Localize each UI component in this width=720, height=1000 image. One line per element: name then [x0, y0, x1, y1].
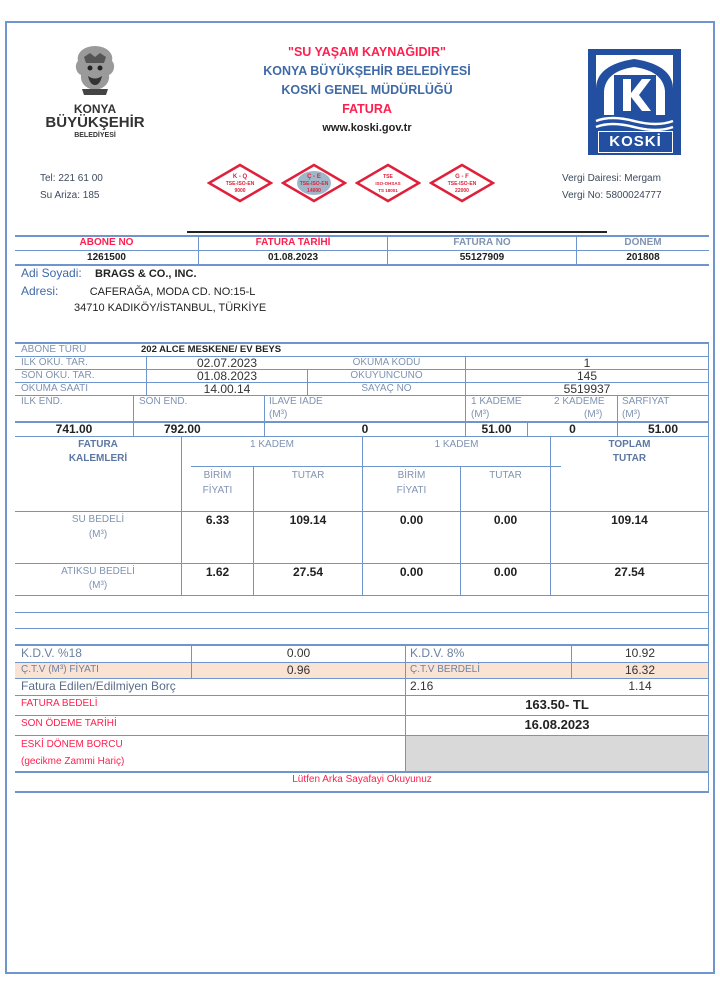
belediyesi-text: BELEDİYESİ	[74, 132, 116, 139]
okuma-saati-label: OKUMA SAATİ	[21, 383, 89, 394]
atiksu-toplam: 27.54	[614, 565, 645, 579]
ctv-bedeli-label: Ç.T.V BERDELİ	[410, 664, 481, 675]
k2-fiyati-header: FİYATI	[396, 485, 427, 496]
iso-22000-stamp-icon	[429, 163, 495, 203]
eski-borc-label: ESKİ DÖNEM BORCU	[21, 739, 123, 750]
website-link[interactable]: www.koski.gov.tr	[322, 122, 412, 134]
sarfiyat-unit: (M³)	[622, 409, 641, 420]
borc-edilen-value: 2.16	[410, 679, 434, 693]
customer-name-label: Adi Soyadi:	[21, 266, 82, 280]
son-oku-tar-label: SON OKU. TAR.	[21, 370, 95, 381]
divider	[191, 466, 561, 467]
divider	[708, 343, 709, 436]
kademe2-unit: (M³)	[584, 409, 603, 420]
fatura-tarihi-label: FATURA TARİHİ	[255, 237, 331, 248]
divider	[15, 771, 709, 773]
su-k1-birim: 6.33	[205, 513, 230, 527]
fatura-kalemleri-header-2: KALEMLERİ	[68, 453, 128, 464]
son-odeme-value: 16.08.2023	[524, 717, 590, 732]
address-line1: CAFERAĞA, MODA CD. NO:15-L	[89, 286, 256, 298]
k2-tutar-header: TUTAR	[489, 470, 522, 481]
kdv18-value: 0.00	[286, 646, 311, 660]
ilave-iade-value: 0	[361, 422, 369, 436]
atiksu-bedeli-unit: (M³)	[88, 580, 108, 591]
kademe1-label: 1 KADEME	[471, 396, 522, 407]
okuyucuno-label: OKUYUNCUNO	[350, 370, 423, 381]
slogan: "SU YAŞAM KAYNAĞIDIR"	[288, 45, 446, 59]
svg-text:G - F: G - F	[455, 174, 469, 180]
divider	[15, 595, 709, 596]
su-bedeli-unit: (M³)	[88, 529, 108, 540]
okuma-saati-value: 14.00.14	[203, 382, 251, 396]
eski-borc-note: (gecikme Zammi Hariç)	[21, 756, 125, 767]
su-bedeli-label: SU BEDELİ	[71, 514, 125, 525]
iso-9000-stamp-icon	[207, 163, 273, 203]
su-ariza: Su Ariza: 185	[40, 190, 100, 201]
kademe2-group-header: 1 KADEM	[434, 439, 479, 450]
su-k1-tutar: 109.14	[289, 513, 327, 527]
kdv18-label: K.D.V. %18	[21, 646, 82, 660]
invoice-page	[5, 21, 715, 974]
su-toplam: 109.14	[611, 513, 648, 527]
divider	[708, 645, 709, 791]
ohsas-stamp-icon	[355, 163, 421, 203]
svg-text:22000: 22000	[455, 188, 469, 194]
okuma-kodu-label: OKUMA KODU	[352, 357, 421, 368]
divider	[708, 437, 709, 677]
directorate-name: KOSKİ GENEL MÜDÜRLÜĞÜ	[281, 83, 453, 97]
svg-text:9000: 9000	[234, 188, 246, 194]
svg-text:TSE: TSE	[383, 174, 393, 180]
ilave-iade-unit: (M³)	[269, 409, 288, 420]
fatura-no-label: FATURA NO	[453, 237, 511, 248]
ctv-fiyati-label: Ç.T.V (M³) FİYATI	[21, 664, 99, 675]
atiksu-k1-birim: 1.62	[205, 565, 230, 579]
k1-fiyati-header: FİYATI	[202, 485, 233, 496]
okuyucuno-value: 145	[576, 369, 598, 383]
divider	[15, 612, 709, 613]
customer-name: BRAGS & CO., INC.	[95, 268, 197, 280]
tax-info	[562, 170, 662, 204]
svg-text:14000: 14000	[307, 188, 321, 194]
vergi-dairesi: Vergi Dairesi: Mergam	[562, 173, 661, 184]
k1-tutar-header: TUTAR	[291, 470, 325, 481]
donem-value: 201808	[626, 252, 660, 263]
divider	[15, 342, 709, 344]
document-title: FATURA	[342, 102, 392, 116]
buyuksehir-text: BÜYÜKŞEHİR	[45, 114, 145, 131]
divider	[15, 715, 709, 716]
konya-text: KONYA	[73, 102, 117, 116]
abone-turu-label: ABONE TÜRÜ	[21, 344, 87, 355]
atiksu-k2-birim: 0.00	[399, 565, 424, 579]
ilk-oku-tar-label: İLK OKU. TAR.	[21, 357, 88, 368]
lion-emblem-icon	[70, 43, 120, 98]
svg-text:TSE-ISO-EN: TSE-ISO-EN	[447, 181, 477, 187]
tel: Tel: 221 61 00	[40, 173, 103, 184]
kademe2-value: 0	[569, 422, 576, 436]
svg-text:TSE-ISO-EN: TSE-ISO-EN	[225, 181, 255, 187]
divider	[15, 791, 709, 793]
abone-turu-value: 202 ALCE MESKENE/ EV BEYS	[141, 344, 282, 355]
borc-label: Fatura Edilen/Edilmiyen Borç	[21, 679, 176, 693]
sarfiyat-label: SARFİYAT	[622, 396, 670, 407]
footer-note: Lütfen Arka Sayafayi Okuyunuz	[292, 774, 432, 785]
svg-text:Ç - E: Ç - E	[307, 174, 321, 180]
ctv-fiyati-value: 0.96	[286, 663, 311, 677]
address-line2: 34710 KADIKÖY/İSTANBUL, TÜRKİYE	[74, 302, 267, 314]
son-end-label: SON END.	[139, 396, 188, 407]
kademe1-group-header: 1 KADEM	[250, 439, 294, 450]
toplam-header: TOPLAM	[608, 439, 651, 450]
fatura-bedeli-value: 163.50- TL	[525, 697, 589, 712]
kademe1-unit: (M³)	[471, 409, 490, 420]
abone-no-label: ABONE NO	[79, 237, 134, 248]
kdv8-value: 10.92	[624, 646, 656, 660]
header-title-block	[207, 43, 527, 138]
ilk-end-value: 741.00	[55, 422, 93, 436]
koski-logo	[588, 49, 681, 155]
svg-text:ISO-OHSAS: ISO-OHSAS	[375, 181, 401, 186]
divider	[15, 628, 709, 629]
divider	[133, 395, 134, 436]
koski-wordmark: KOSKİ	[598, 131, 673, 153]
borc-edilmeyen-value: 1.14	[628, 679, 652, 693]
divider	[15, 735, 709, 736]
iso-14000-stamp-icon	[281, 163, 347, 203]
kademe2-label: 2 KADEME	[554, 396, 605, 407]
k1-birim-header: BİRİM	[203, 470, 232, 481]
svg-text:TSE-ISO-EN: TSE-ISO-EN	[299, 181, 329, 187]
fatura-bedeli-label: FATURA BEDELİ	[21, 698, 98, 709]
municipality-name: KONYA BÜYÜKŞEHİR BELEDİYESİ	[263, 64, 471, 78]
atiksu-k2-tutar: 0.00	[493, 565, 518, 579]
ilave-iade-label: İLAVE İADE	[269, 396, 323, 407]
son-end-value: 792.00	[164, 422, 201, 436]
sayac-no-value: 5519937	[563, 382, 611, 396]
toplam-tutar-header: TUTAR	[612, 453, 647, 464]
customer-name-row	[21, 266, 197, 280]
customer-address-row	[21, 284, 255, 298]
son-oku-tar-value: 01.08.2023	[196, 369, 258, 383]
son-odeme-label: SON ÖDEME TARİHİ	[21, 718, 117, 729]
fatura-kalemleri-header: FATURA	[78, 439, 118, 450]
fatura-no-value: 55127909	[459, 252, 505, 263]
eski-borc-value-cell	[405, 736, 709, 771]
contact-info	[40, 170, 103, 204]
address-label: Adresi:	[21, 284, 59, 298]
su-k2-birim: 0.00	[399, 513, 424, 527]
svg-text:K - Q: K - Q	[232, 174, 248, 180]
ilk-end-label: İLK END.	[21, 396, 63, 407]
okuma-kodu-value: 1	[583, 356, 591, 370]
divider	[15, 695, 709, 696]
vergi-no: Vergi No: 5800024777	[562, 190, 662, 201]
certification-stamps	[207, 163, 495, 203]
sarfiyat-value: 51.00	[647, 422, 679, 436]
divider	[15, 250, 709, 251]
signature-line	[187, 231, 607, 233]
kademe1-value: 51.00	[481, 422, 512, 436]
fatura-tarihi-value: 01.08.2023	[267, 252, 319, 263]
ctv-bedeli-value: 16.32	[624, 663, 656, 677]
atiksu-k1-tutar: 27.54	[292, 565, 324, 579]
k2-birim-header: BİRİM	[397, 470, 426, 481]
svg-text:TS 18001: TS 18001	[378, 188, 398, 193]
abone-no-value: 1261500	[87, 252, 126, 263]
donem-label: DÖNEM	[624, 237, 662, 248]
su-k2-tutar: 0.00	[493, 513, 518, 527]
atiksu-bedeli-label: ATIKSU BEDELİ	[61, 566, 135, 577]
sayac-no-label: SAYAÇ NO	[361, 383, 412, 394]
konya-logo	[40, 43, 150, 142]
ilk-oku-tar-value: 02.07.2023	[196, 356, 258, 370]
kdv8-label: K.D.V. 8%	[410, 646, 465, 660]
